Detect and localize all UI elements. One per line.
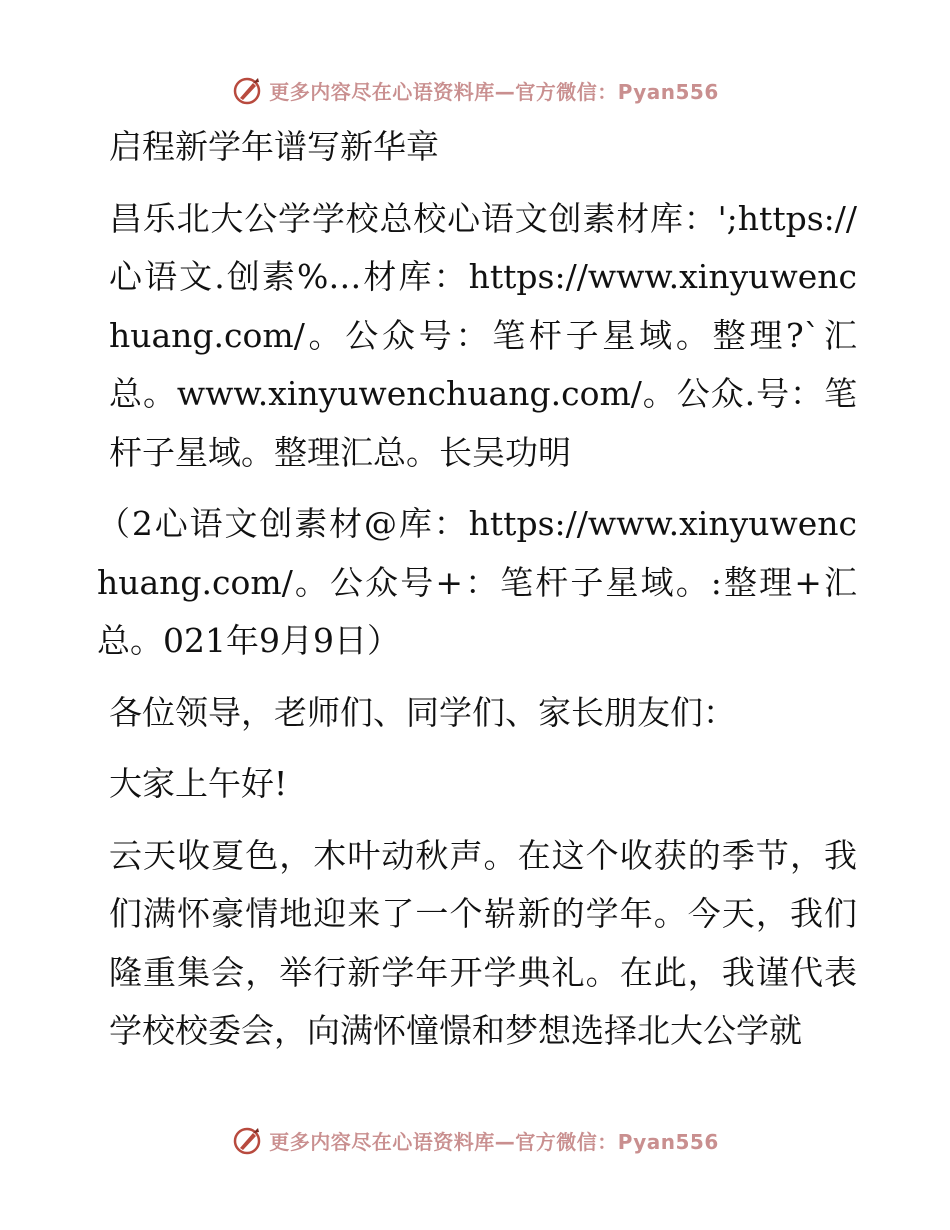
watermark-text: 更多内容尽在心语资料库—官方微信：Pyan556 bbox=[269, 1129, 719, 1154]
greeting-line: 各位领导，老师们、同学们、家长朋友们： bbox=[109, 692, 736, 732]
footer-watermark bbox=[0, 1120, 950, 1160]
body-paragraph: 云天收夏色，木叶动秋声。在这个收获的季节，我们满怀豪情地迎来了一个崭新的学年。今天，我们隆重集会，举行新学年开学典礼。在此，我谨代表学校校委会，向满怀憧憬和梦想选择北大公学就 bbox=[109, 835, 857, 1050]
document-body bbox=[97, 118, 857, 1074]
quill-pen-icon bbox=[231, 1124, 263, 1156]
document-title: 启程新学年谱写新华章 bbox=[109, 127, 439, 166]
paragraph-source: 昌乐北大公学学校总校心语文创素材库：';https://心语文.创素%…材库：https://www.xinyuwenchuang.com/。公众号：笔杆子星域。整理?`汇总。www.xinyuwenchuang.com/。公众.号：笔杆子星域。整理汇总。长吴功明 bbox=[109, 198, 857, 472]
quill-pen-icon bbox=[231, 74, 263, 106]
header-watermark bbox=[0, 70, 950, 110]
watermark-text: 更多内容尽在心语资料库—官方微信：Pyan556 bbox=[269, 79, 719, 104]
hello-line: 大家上午好! bbox=[109, 764, 288, 803]
paragraph-date: （2心语文创素材@库：https://www.xinyuwenchuang.com/。公众号+：笔杆子星域。:整理+汇总。021年9月9日） bbox=[97, 504, 857, 660]
